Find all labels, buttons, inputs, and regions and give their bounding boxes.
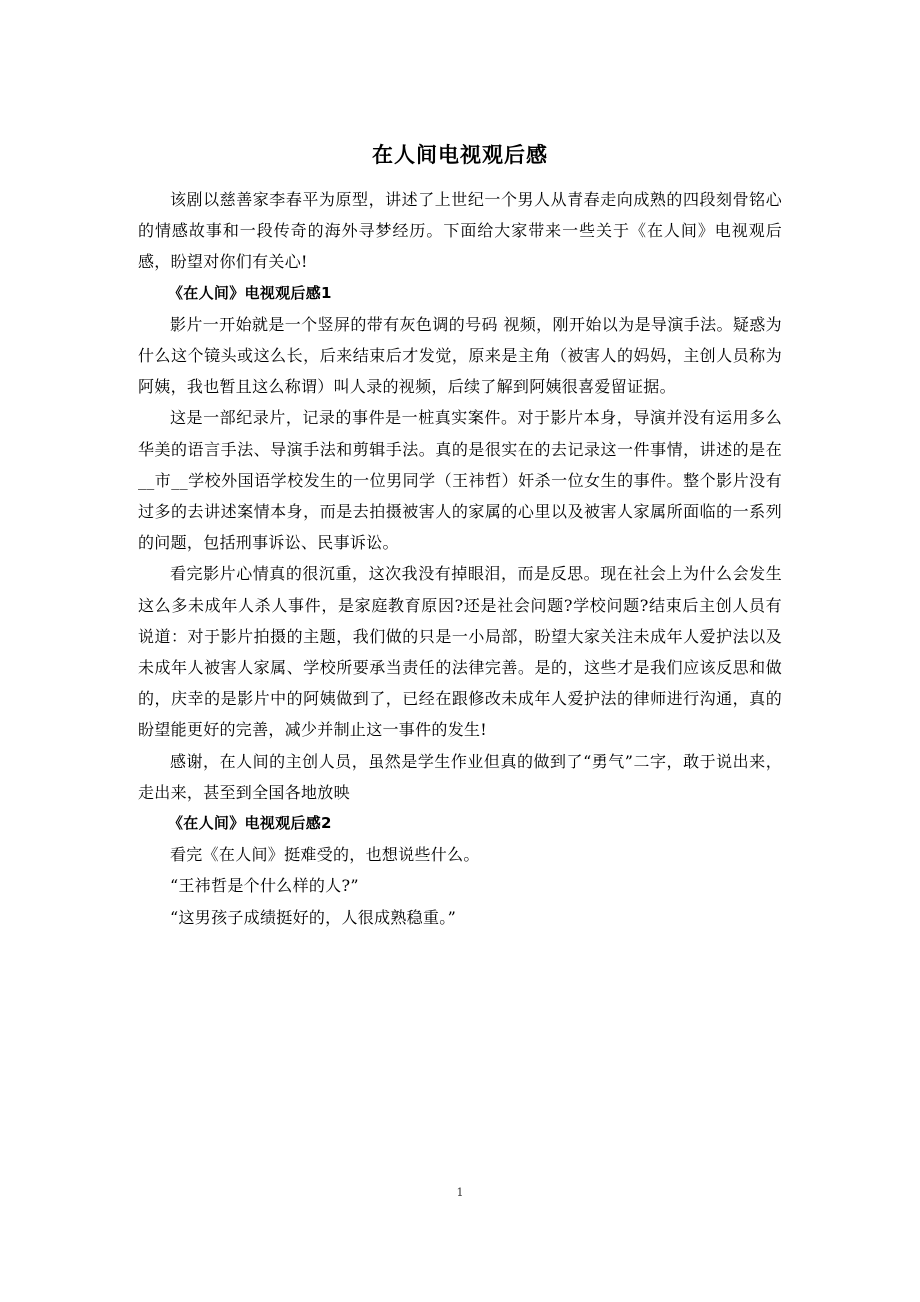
page-number: 1	[456, 1186, 464, 1199]
quote-paragraph: “这男孩子成绩挺好的，人很成熟稳重。”	[170, 907, 457, 927]
body-paragraph: 这是一部纪录片，记录的事件是一桩真实案件。对于影片本身，导演并没有运用多么华美的语言手法、导演手法和剪辑手法。真的是很实在的去记录这一件事情，讲述的是在__市__学校外国语学校发生的一位男同学（王祎哲）奸杀一位女生的事件。整个影片没有过多的去讲述案情本身，而是去拍摄被害人的家属的心里以及被害人家属所面临的一系列的问题，包括刑事诉讼、民事诉讼。	[138, 408, 782, 553]
document-title: 在人间电视观后感	[372, 143, 548, 167]
document-body	[138, 184, 782, 933]
body-paragraph: 影片一开始就是一个竖屏的带有灰色调的号码 视频，刚开始以为是导演手法。疑惑为什么这个镜头或这么长，后来结束后才发觉，原来是主角（被害人的妈妈，主创人员称为阿姨，我也暂且这么称谓）叫人录的视频，后续了解到阿姨很喜爱留证据。	[138, 314, 782, 397]
intro-paragraph: 该剧以慈善家李春平为原型，讲述了上世纪一个男人从青春走向成熟的四段刻骨铭心的情感故事和一段传奇的海外寻梦经历。下面给大家带来一些关于《在人间》电视观后感，盼望对你们有关心!	[138, 190, 782, 272]
body-paragraph: 看完《在人间》挺难受的，也想说些什么。	[170, 845, 480, 865]
body-paragraph: 感谢，在人间的主创人员，虽然是学生作业但真的做到了“勇气”二字，敢于说出来，走出来，甚至到全国各地放映	[138, 751, 782, 802]
section-heading-1: 《在人间》电视观后感1	[168, 283, 332, 302]
body-paragraph: 看完影片心情真的很沉重，这次我没有掉眼泪，而是反思。现在社会上为什么会发生这么多未成年人杀人事件，是家庭教育原因?还是社会问题?学校问题?结束后主创人员有说道：对于影片拍摄的主题，我们做的只是一小局部，盼望大家关注未成年人爱护法以及未成年人被害人家属、学校所要承当责任的法律完善。是的，这些才是我们应该反思和做的，庆幸的是影片中的阿姨做到了，已经在跟修改未成年人爱护法的律师进行沟通，真的盼望能更好的完善，减少并制止这一事件的发生!	[138, 564, 782, 740]
section-heading-2: 《在人间》电视观后感2	[168, 814, 332, 833]
quote-paragraph: “王祎哲是个什么样的人?”	[170, 876, 359, 896]
